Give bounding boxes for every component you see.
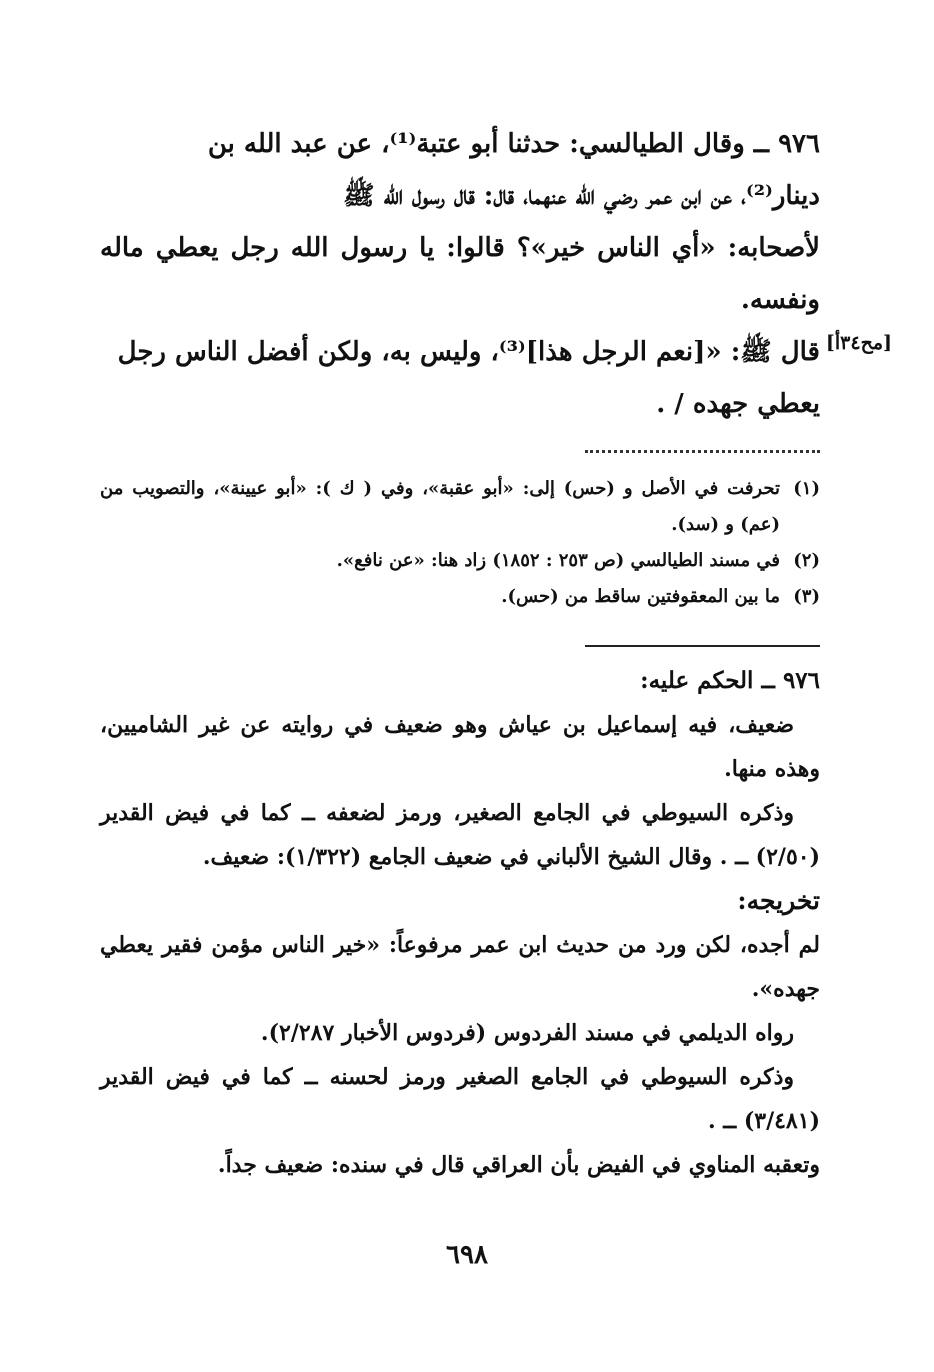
daylami-paragraph: رواه الديلمي في مسند الفردوس (فردوس الأخبار ٢/٢٨٧). <box>260 1020 794 1046</box>
ruling-heading: ٩٧٦ ــ الحكم عليه: <box>640 667 820 694</box>
footnote-number: (١) <box>793 478 820 499</box>
commentary <box>100 659 820 1187</box>
hadith-line-5: يعطي جهده / . <box>656 389 820 419</box>
footnote-number: (٢) <box>793 550 820 571</box>
footnote-3 <box>100 579 820 615</box>
hadith-line-1: ٩٧٦ ــ وقال الطيالسي: حدثنا أبو عتبة⁽¹⁾، عن عبد الله بن <box>207 129 820 159</box>
page-content <box>100 118 892 1187</box>
suyuti-paragraph: وذكره السيوطي في الجامع الصغير، ورمز لضعفه ــ كما في فيض القدير (٢/٥٠) ــ . وقال الشيخ الألباني في ضعيف الجامع (١/٣٢٢): ضعيف. <box>100 800 820 870</box>
hadith-text <box>100 118 892 430</box>
page-number: ٦٩٨ <box>446 1240 488 1270</box>
footnote-text: تحرفت في الأصل و (حس) إلى: «أبو عقبة»، وفي ( ك ): «أبو عيينة»، والتصويب من (عم) و (سد). <box>100 478 780 535</box>
hadith-line-2: دينار⁽²⁾، عن ابن عمر رضي الله عنهما، قال: قال رسول الله ﷺ <box>343 181 820 211</box>
footnotes <box>100 471 820 615</box>
hadith-line-4: قال ﷺ: «[نعم الرجل هذا]⁽³⁾، وليس به، ولكن أفضل الناس رجل <box>117 337 820 367</box>
hadith-line-3: لأصحابه: «أي الناس خير»؟ قالوا: يا رسول الله رجل يعطي ماله ونفسه. <box>100 233 820 315</box>
manuscript-margin-note: [مح٣٤أ] <box>825 332 892 354</box>
footnote-text: ما بين المعقوفتين ساقط من (حس). <box>501 586 780 607</box>
ruling-text: ضعيف، فيه إسماعيل بن عياش وهو ضعيف في روايته عن غير الشاميين، وهذه منها. <box>100 712 820 782</box>
takhrij-heading: تخريجه: <box>737 886 820 915</box>
suyuti-second-paragraph: وذكره السيوطي في الجامع الصغير ورمز لحسنه ــ كما في فيض القدير (٣/٤٨١) ــ . <box>100 1064 820 1134</box>
footnote-2 <box>100 543 820 579</box>
footnote-number: (٣) <box>793 586 820 607</box>
munawi-paragraph: وتعقبه المناوي في الفيض بأن العراقي قال في سنده: ضعيف جداً. <box>217 1152 820 1178</box>
footnote-1 <box>100 471 820 543</box>
footnote-text: في مسند الطيالسي (ص ٢٥٣ : ١٨٥٢) زاد هنا: «عن نافع». <box>336 550 780 571</box>
footnote-divider <box>585 450 820 453</box>
takhrij-text: لم أجده، لكن ورد من حديث ابن عمر مرفوعاً: «خير الناس مؤمن فقير يعطي جهده». <box>100 932 820 1002</box>
section-divider <box>585 645 820 647</box>
